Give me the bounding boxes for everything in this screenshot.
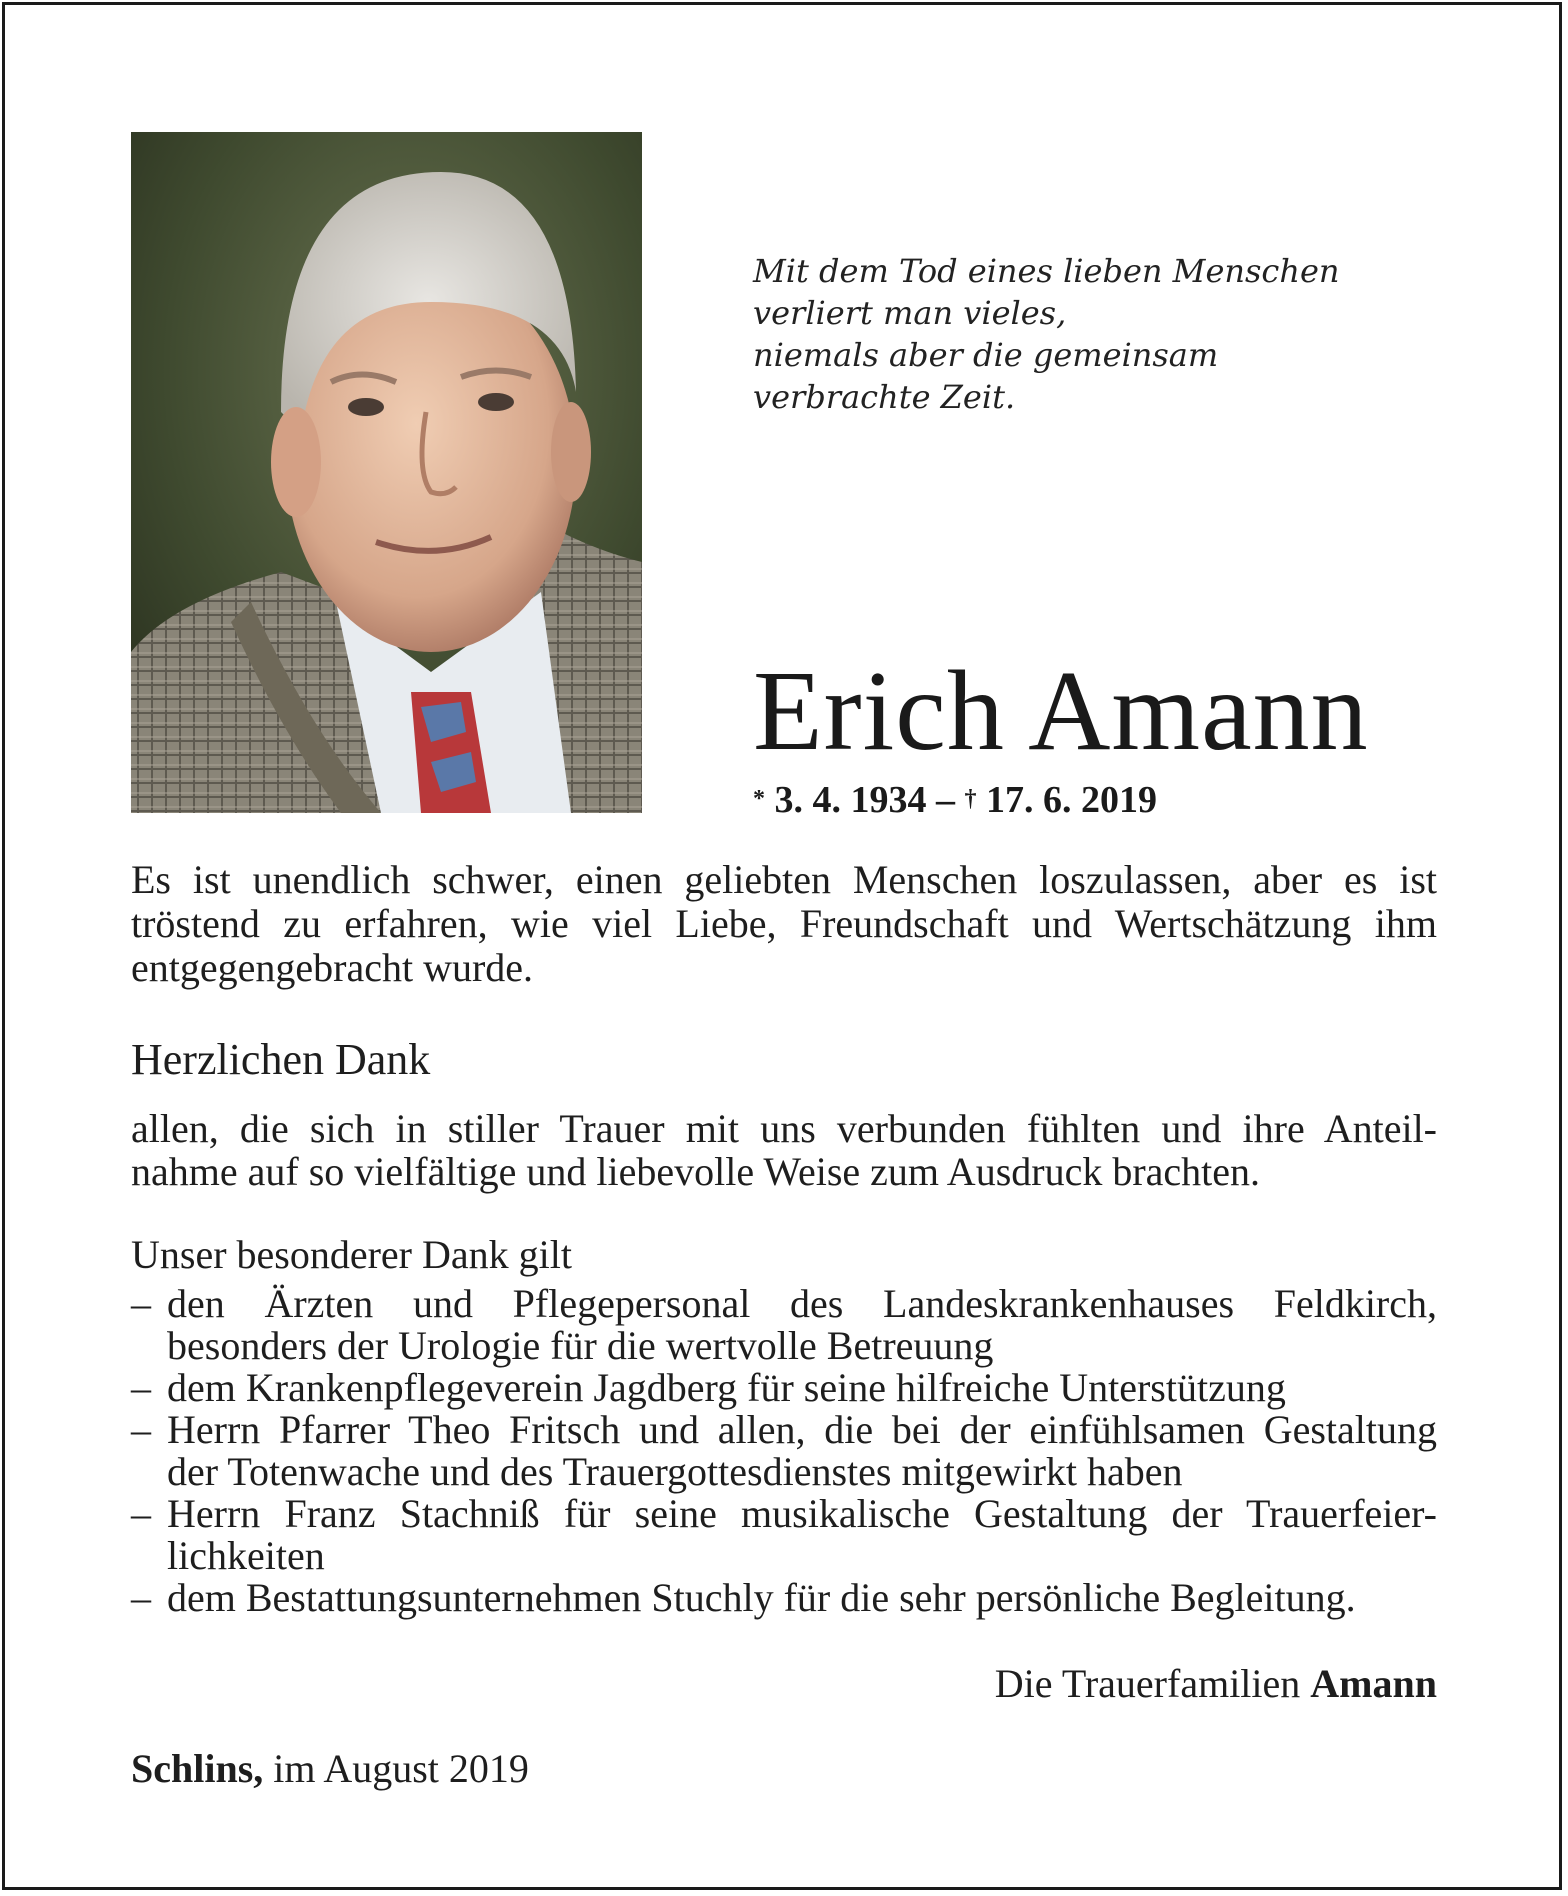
deceased-name: Erich Amann bbox=[753, 647, 1369, 774]
portrait-photo bbox=[131, 132, 642, 813]
date-separator: – bbox=[936, 779, 955, 821]
list-item-line: der Totenwache und des Trauergottesdienstes mitgewirkt haben bbox=[167, 1449, 1183, 1494]
quote-line: verliert man vieles, bbox=[753, 294, 1067, 332]
special-thanks-list bbox=[131, 1283, 1437, 1619]
special-thanks-heading: Unser besonderer Dank gilt bbox=[131, 1232, 572, 1277]
life-dates bbox=[753, 778, 1157, 827]
signature-prefix: Die Trauerfamilien bbox=[994, 1661, 1301, 1706]
list-item-line: lichkeiten bbox=[167, 1533, 325, 1578]
list-item-line: besonders der Urologie für die wertvolle Betreuung bbox=[167, 1323, 994, 1368]
memorial-quote bbox=[753, 250, 1453, 418]
list-item-line: – Herrn Pfarrer Theo Fritsch und allen, die bei der einfühlsamen Gestaltung bbox=[167, 1407, 1437, 1452]
signature-family-name: Amann bbox=[1310, 1661, 1437, 1706]
list-item-line: – Herrn Franz Stachniß für seine musikalische Gestaltung der Trauerfeier- bbox=[167, 1491, 1437, 1536]
place-town: Schlins, bbox=[131, 1746, 264, 1791]
list-item-line: – dem Krankenpflegeverein Jagdberg für seine hilfreiche Unterstützung bbox=[167, 1365, 1286, 1410]
list-item bbox=[131, 1493, 1437, 1577]
death-date: 17. 6. 2019 bbox=[986, 779, 1157, 821]
place-and-date bbox=[131, 1747, 529, 1791]
list-item-line: – dem Bestattungsunternehmen Stuchly für die sehr persönliche Begleitung. bbox=[167, 1575, 1356, 1620]
intro-line: entgegengebracht wurde. bbox=[131, 945, 534, 990]
thanks-paragraph bbox=[131, 1107, 1437, 1193]
intro-paragraph bbox=[131, 858, 1437, 990]
intro-line: Es ist unendlich schwer, einen geliebten Menschen loszulassen, aber es ist bbox=[131, 857, 1437, 902]
place-date: im August 2019 bbox=[273, 1746, 529, 1791]
birth-date: 3. 4. 1934 bbox=[774, 779, 927, 821]
thanks-heading: Herzlichen Dank bbox=[131, 1035, 431, 1084]
list-item bbox=[131, 1409, 1437, 1493]
thanks-line: allen, die sich in stiller Trauer mit uns verbunden fühlten und ihre Anteil- bbox=[131, 1106, 1437, 1151]
thanks-line: nahme auf so vielfältige und liebevolle Weise zum Ausdruck brachten. bbox=[131, 1149, 1261, 1194]
list-item bbox=[131, 1577, 1437, 1619]
list-item bbox=[131, 1367, 1437, 1409]
intro-line: tröstend zu erfahren, wie viel Liebe, Freundschaft und Wertschätzung ihm bbox=[131, 901, 1437, 946]
list-item-line: – den Ärzten und Pflegepersonal des Landeskrankenhauses Feldkirch, bbox=[167, 1281, 1437, 1326]
quote-line: niemals aber die gemeinsam bbox=[753, 336, 1219, 374]
list-item bbox=[131, 1283, 1437, 1367]
death-symbol: † bbox=[964, 786, 977, 812]
birth-symbol: * bbox=[753, 786, 765, 812]
family-signature bbox=[995, 1662, 1437, 1706]
quote-line: Mit dem Tod eines lieben Menschen bbox=[753, 252, 1340, 290]
quote-line: verbrachte Zeit. bbox=[753, 378, 1016, 416]
